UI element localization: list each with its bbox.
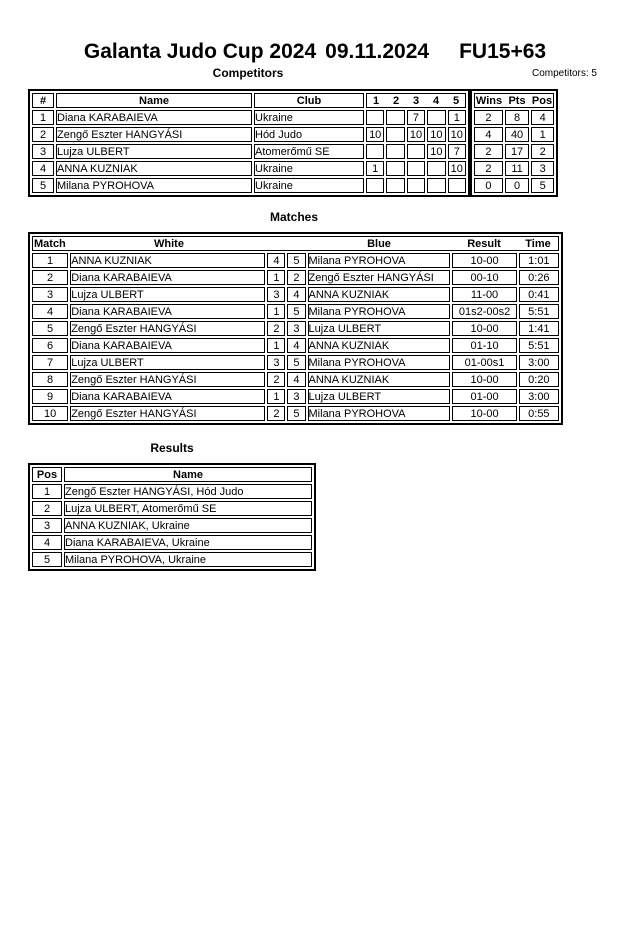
round-label: 4	[432, 94, 440, 107]
wins-cell: 2	[474, 110, 503, 125]
blue-seed: 4	[287, 372, 305, 387]
score-cell	[427, 110, 445, 125]
round-label: 2	[392, 94, 400, 107]
blue-seed: 3	[287, 389, 305, 404]
result-name: ANNA KUZNIAK, Ukraine	[64, 518, 312, 533]
score-cell: 1	[448, 110, 466, 125]
white-seed: 3	[267, 355, 285, 370]
result-name: Lujza ULBERT, Atomerőmű SE	[64, 501, 312, 516]
white-name: Diana KARABAIEVA	[70, 389, 265, 404]
pos-cell: 1	[531, 127, 554, 142]
result-cell: 11-00	[452, 287, 516, 302]
wins-cell: 4	[474, 127, 503, 142]
competitors-count: Competitors: 5	[531, 68, 597, 79]
competitor-name: Diana KARABAIEVA	[56, 110, 252, 125]
match-number: 10	[32, 406, 68, 421]
score-cell	[386, 110, 404, 125]
table-row	[32, 110, 466, 125]
score-cell	[386, 144, 404, 159]
round-label: 5	[452, 94, 460, 107]
event-date: 09.11.2024	[325, 40, 430, 63]
match-number: 3	[32, 287, 68, 302]
competitors-section-heading: Competitors	[212, 66, 284, 80]
round-label: 1	[372, 94, 380, 107]
match-number: 8	[32, 372, 68, 387]
white-name: Zengő Eszter HANGYÁSI	[70, 321, 265, 336]
blue-name: ANNA KUZNIAK	[308, 338, 451, 353]
table-row	[32, 253, 559, 268]
white-seed: 2	[267, 372, 285, 387]
result-cell: 01-10	[452, 338, 516, 353]
results-table	[28, 463, 316, 571]
table-row	[32, 127, 466, 142]
result-name: Diana KARABAIEVA, Ukraine	[64, 535, 312, 550]
wins-cell: 2	[474, 161, 503, 176]
table-row	[474, 110, 554, 125]
col-blue: Blue	[367, 237, 391, 250]
score-cell: 10	[448, 161, 466, 176]
time-cell: 5:51	[519, 338, 559, 353]
table-row	[474, 161, 554, 176]
pos-cell: 3	[531, 161, 554, 176]
table-row	[32, 355, 559, 370]
white-seed: 1	[267, 304, 285, 319]
score-cell	[366, 144, 384, 159]
pts-cell: 17	[505, 144, 530, 159]
competitor-number: 3	[32, 144, 54, 159]
blue-seed: 5	[287, 253, 305, 268]
match-number: 4	[32, 304, 68, 319]
competitor-number: 4	[32, 161, 54, 176]
blue-name: Zengő Eszter HANGYÁSI	[308, 270, 451, 285]
score-cell: 10	[366, 127, 384, 142]
result-cell: 10-00	[452, 253, 516, 268]
score-cell	[407, 178, 425, 193]
score-cell: 10	[448, 127, 466, 142]
table-header-row	[32, 93, 466, 108]
result-cell: 10-00	[452, 321, 516, 336]
table-row	[32, 372, 559, 387]
competitor-club: Ukraine	[254, 161, 364, 176]
score-cell	[386, 178, 404, 193]
blue-seed: 4	[287, 338, 305, 353]
competitor-number: 5	[32, 178, 54, 193]
result-name: Milana PYROHOVA, Ukraine	[64, 552, 312, 567]
table-row	[474, 127, 554, 142]
white-name: Zengő Eszter HANGYÁSI	[70, 406, 265, 421]
result-name: Zengő Eszter HANGYÁSI, Hód Judo	[64, 484, 312, 499]
white-seed: 4	[267, 253, 285, 268]
col-number: #	[32, 93, 54, 108]
match-number: 1	[32, 253, 68, 268]
weight-category: FU15+63	[459, 40, 547, 63]
blue-seed: 5	[287, 406, 305, 421]
pts-cell: 40	[505, 127, 530, 142]
table-row	[32, 406, 559, 421]
table-row	[32, 321, 559, 336]
table-row	[32, 178, 466, 193]
table-row	[32, 144, 466, 159]
score-cell	[407, 161, 425, 176]
matches-section-heading: Matches	[269, 210, 319, 224]
col-wins: Wins	[475, 94, 503, 107]
time-cell: 0:20	[519, 372, 559, 387]
score-cell	[366, 110, 384, 125]
col-result: Result	[467, 237, 501, 250]
pos-cell: 5	[531, 178, 554, 193]
pts-cell: 0	[505, 178, 530, 193]
result-cell: 10-00	[452, 372, 516, 387]
pos-cell: 2	[531, 144, 554, 159]
blue-name: Lujza ULBERT	[308, 389, 451, 404]
competitor-number: 1	[32, 110, 54, 125]
blue-seed: 2	[287, 270, 305, 285]
blue-name: Lujza ULBERT	[308, 321, 451, 336]
time-cell: 1:41	[519, 321, 559, 336]
score-cell	[448, 178, 466, 193]
col-time: Time	[525, 237, 551, 250]
score-cell	[386, 127, 404, 142]
matches-table	[28, 232, 563, 425]
time-cell: 5:51	[519, 304, 559, 319]
table-row	[474, 144, 554, 159]
blue-seed: 5	[287, 355, 305, 370]
score-cell	[427, 178, 445, 193]
time-cell: 1:01	[519, 253, 559, 268]
col-standings	[474, 93, 554, 108]
result-cell: 10-00	[452, 406, 516, 421]
pos-cell: 4	[531, 110, 554, 125]
time-cell: 0:55	[519, 406, 559, 421]
competitors-tables	[28, 89, 630, 197]
table-row	[32, 270, 559, 285]
pts-cell: 8	[505, 110, 530, 125]
matches-header	[32, 236, 559, 251]
result-pos: 2	[32, 501, 62, 516]
col-pts: Pts	[508, 94, 526, 107]
score-cell: 7	[407, 110, 425, 125]
round-label: 3	[412, 94, 420, 107]
blue-name: ANNA KUZNIAK	[308, 372, 451, 387]
result-pos: 1	[32, 484, 62, 499]
white-name: Zengő Eszter HANGYÁSI	[70, 372, 265, 387]
col-match: Match	[34, 237, 66, 250]
competitor-name: ANNA KUZNIAK	[56, 161, 252, 176]
match-number: 9	[32, 389, 68, 404]
white-seed: 1	[267, 270, 285, 285]
competitor-name: Lujza ULBERT	[56, 144, 252, 159]
white-name: Diana KARABAIEVA	[70, 338, 265, 353]
score-cell: 10	[427, 127, 445, 142]
table-row	[32, 552, 312, 567]
col-name: Name	[56, 93, 252, 108]
white-seed: 1	[267, 389, 285, 404]
table-row	[32, 535, 312, 550]
match-number: 2	[32, 270, 68, 285]
competitor-club: Hód Judo	[254, 127, 364, 142]
result-pos: 3	[32, 518, 62, 533]
white-seed: 2	[267, 321, 285, 336]
result-cell: 01-00s1	[452, 355, 516, 370]
table-header-row	[474, 93, 554, 108]
white-name: Diana KARABAIEVA	[70, 304, 265, 319]
table-row	[32, 287, 559, 302]
competitor-name: Milana PYROHOVA	[56, 178, 252, 193]
time-cell: 0:26	[519, 270, 559, 285]
results-section-heading: Results	[150, 441, 194, 455]
match-number: 6	[32, 338, 68, 353]
time-cell: 0:41	[519, 287, 559, 302]
table-header-row	[32, 236, 559, 251]
time-cell: 3:00	[519, 389, 559, 404]
score-cell	[366, 178, 384, 193]
result-cell: 00-10	[452, 270, 516, 285]
blue-name: Milana PYROHOVA	[308, 304, 451, 319]
score-cell	[386, 161, 404, 176]
competitor-name: Zengő Eszter HANGYÁSI	[56, 127, 252, 142]
result-pos: 4	[32, 535, 62, 550]
match-number: 5	[32, 321, 68, 336]
competitor-club: Ukraine	[254, 110, 364, 125]
result-cell: 01s2-00s2	[452, 304, 516, 319]
blue-name: Milana PYROHOVA	[308, 355, 451, 370]
table-row	[32, 304, 559, 319]
event-name: Galanta Judo Cup 2024	[83, 40, 317, 63]
blue-name: Milana PYROHOVA	[308, 406, 451, 421]
blue-seed: 4	[287, 287, 305, 302]
table-row	[32, 501, 312, 516]
match-number: 7	[32, 355, 68, 370]
competitors-table	[28, 89, 470, 197]
page-title	[0, 40, 630, 64]
score-cell: 7	[448, 144, 466, 159]
competitor-club: Atomerőmű SE	[254, 144, 364, 159]
score-cell	[407, 144, 425, 159]
col-name: Name	[64, 467, 312, 482]
white-name: Lujza ULBERT	[70, 355, 265, 370]
table-row	[32, 484, 312, 499]
standings-table	[470, 89, 558, 197]
table-row	[32, 338, 559, 353]
table-row	[474, 178, 554, 193]
blue-name: Milana PYROHOVA	[308, 253, 451, 268]
wins-cell: 0	[474, 178, 503, 193]
col-pos: Pos	[32, 467, 62, 482]
competitor-number: 2	[32, 127, 54, 142]
white-seed: 2	[267, 406, 285, 421]
competitor-club: Ukraine	[254, 178, 364, 193]
white-seed: 1	[267, 338, 285, 353]
result-cell: 01-00	[452, 389, 516, 404]
table-header-row	[32, 467, 312, 482]
table-row	[32, 161, 466, 176]
blue-seed: 3	[287, 321, 305, 336]
score-cell	[427, 161, 445, 176]
result-pos: 5	[32, 552, 62, 567]
col-club: Club	[254, 93, 364, 108]
pts-cell: 11	[505, 161, 530, 176]
score-cell: 10	[427, 144, 445, 159]
time-cell: 3:00	[519, 355, 559, 370]
table-row	[32, 389, 559, 404]
score-cell: 1	[366, 161, 384, 176]
col-white: White	[154, 237, 184, 250]
competitors-header-row	[0, 66, 630, 82]
col-pos: Pos	[531, 94, 553, 107]
score-cell: 10	[407, 127, 425, 142]
white-name: Diana KARABAIEVA	[70, 270, 265, 285]
blue-seed: 5	[287, 304, 305, 319]
wins-cell: 2	[474, 144, 503, 159]
blue-name: ANNA KUZNIAK	[308, 287, 451, 302]
white-seed: 3	[267, 287, 285, 302]
white-name: Lujza ULBERT	[70, 287, 265, 302]
col-rounds	[366, 93, 466, 108]
table-row	[32, 518, 312, 533]
white-name: ANNA KUZNIAK	[70, 253, 265, 268]
